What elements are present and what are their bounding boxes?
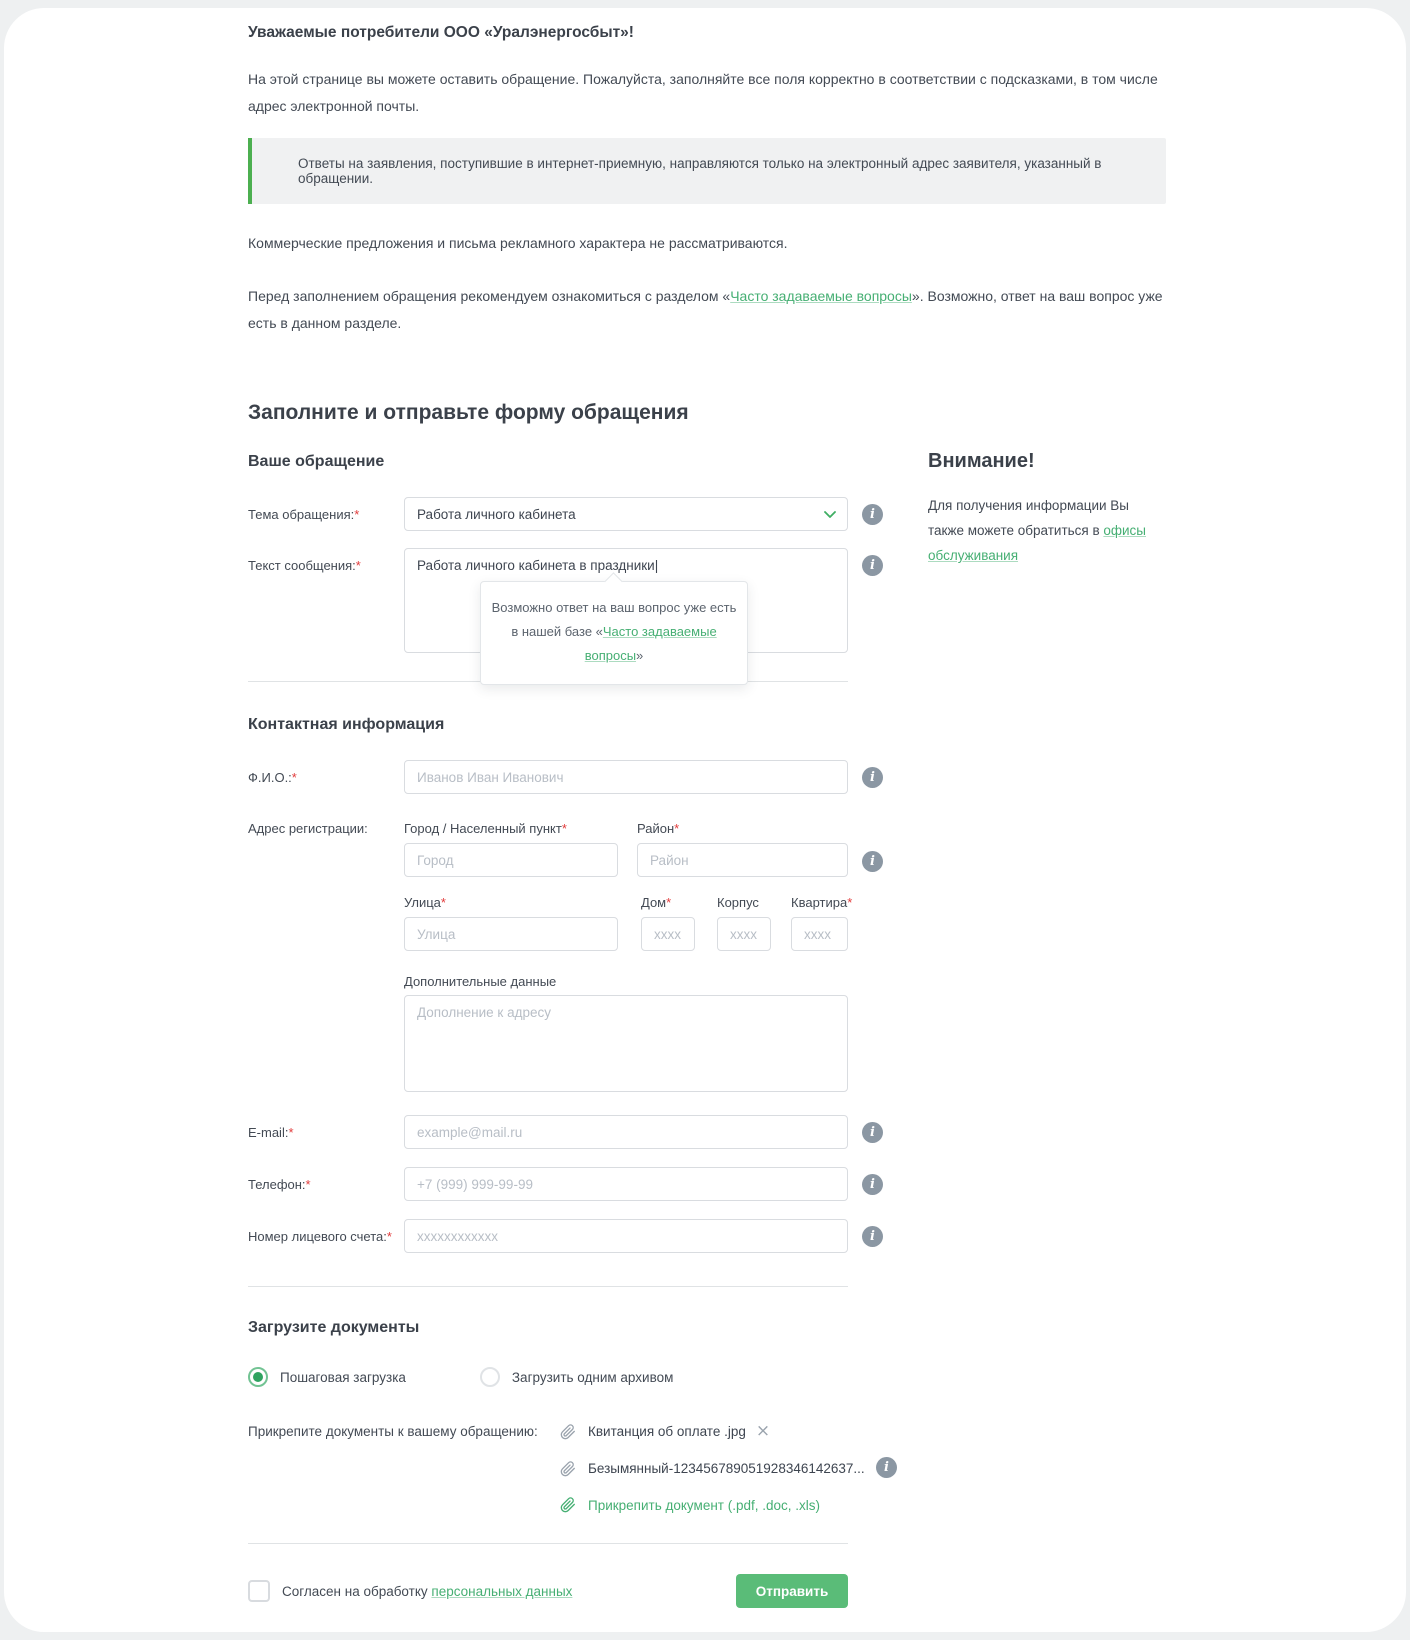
file-name: Квитанция об оплате .jpg xyxy=(588,1424,746,1439)
email-row xyxy=(248,1115,882,1149)
page-title: Уважаемые потребители ООО «Уралэнергосбыт»! xyxy=(248,24,634,41)
street-label: Улица* xyxy=(404,895,446,910)
district-input[interactable] xyxy=(637,843,848,877)
consent-label: Согласен на обработку персональных данных xyxy=(282,1583,573,1599)
email-label: E-mail:* xyxy=(248,1124,294,1140)
attention-title: Внимание! xyxy=(928,450,1035,472)
file-item xyxy=(560,1423,862,1440)
file-name: Безымянный-123456789051928346142637... xyxy=(588,1461,865,1476)
page-card xyxy=(4,8,1406,1632)
flat-label: Квартира* xyxy=(791,895,853,910)
paperclip-icon xyxy=(560,1497,576,1513)
info-icon[interactable] xyxy=(862,504,883,525)
consent-checkbox[interactable] xyxy=(248,1580,270,1602)
building-label: Корпус xyxy=(717,895,759,910)
attention-sidebar xyxy=(928,450,1166,1608)
info-icon[interactable] xyxy=(862,1122,883,1143)
radio-selected-icon xyxy=(248,1367,268,1387)
fio-label: Ф.И.О.:* xyxy=(248,769,297,785)
address-block xyxy=(248,821,882,1092)
email-input[interactable] xyxy=(404,1115,848,1149)
required-mark: * xyxy=(674,821,680,836)
phone-row xyxy=(248,1167,882,1201)
form-title: Заполните и отправьте форму обращения xyxy=(248,401,689,424)
fio-row xyxy=(248,760,882,794)
extra-data-label: Дополнительные данные xyxy=(404,974,557,989)
intro-paragraph: На этой странице вы можете оставить обращение. Пожалуйста, заполняйте все поля корректно в соответствии с подсказками, в том числе адрес электронной почты. xyxy=(248,71,1158,114)
building-input[interactable] xyxy=(717,917,771,951)
message-label: Текст сообщения:* xyxy=(248,558,361,573)
submit-button[interactable]: Отправить xyxy=(736,1574,848,1608)
note-box xyxy=(248,138,1166,204)
street-input[interactable] xyxy=(404,917,618,951)
required-mark: * xyxy=(440,895,446,910)
attach-link-label: Прикрепить документ (.pdf, .doc, .xls) xyxy=(588,1497,820,1513)
fio-input[interactable] xyxy=(404,760,848,794)
faq-text-before: Перед заполнением обращения рекомендуем ознакомиться с разделом « xyxy=(248,288,731,304)
topic-select-value: Работа личного кабинета xyxy=(417,506,576,522)
appeal-section-title: Ваше обращение xyxy=(248,453,385,470)
attention-text: Для получения информации Вы также можете обратиться в офисы обслуживания xyxy=(928,498,1146,563)
faq-text-after: ». Возможно, ответ на ваш вопрос уже есть в данном разделе. xyxy=(248,288,1163,331)
topic-row xyxy=(248,497,882,531)
radio-archive-label: Загрузить одним архивом xyxy=(511,1369,674,1385)
topic-select[interactable] xyxy=(404,497,848,531)
file-item xyxy=(560,1460,865,1477)
paperclip-icon xyxy=(560,1424,576,1440)
house-input[interactable] xyxy=(641,917,695,951)
district-label: Район* xyxy=(637,821,680,836)
info-icon[interactable] xyxy=(862,767,883,788)
tooltip-line1: Возможно ответ на ваш вопрос уже есть xyxy=(491,600,737,615)
paperclip-icon xyxy=(560,1461,576,1477)
faq-link[interactable]: Часто задаваемые вопросы xyxy=(730,288,912,304)
attachments-row xyxy=(248,1423,882,1513)
radio-step-upload[interactable] xyxy=(248,1367,406,1387)
faq-tooltip xyxy=(480,581,748,685)
required-mark: * xyxy=(288,1124,294,1140)
house-label: Дом* xyxy=(641,895,672,910)
commercial-paragraph: Коммерческие предложения и письма рекламного характера не рассматриваются. xyxy=(248,235,788,251)
radio-unselected-icon xyxy=(480,1367,500,1387)
attach-document-link[interactable] xyxy=(560,1497,862,1513)
section-divider xyxy=(248,1286,848,1287)
required-mark: * xyxy=(561,821,567,836)
topic-label: Тема обращения:* xyxy=(248,506,360,522)
attach-label: Прикрепите документы к вашему обращению: xyxy=(248,1424,538,1439)
tooltip-text-pre: в нашей базе « xyxy=(511,624,603,639)
remove-file-icon[interactable]: × xyxy=(755,1421,771,1441)
required-mark: * xyxy=(354,506,360,522)
form-column xyxy=(248,453,882,1608)
city-label: Город / Населенный пункт* xyxy=(404,821,567,836)
upload-mode-radios xyxy=(248,1367,882,1387)
chevron-down-icon xyxy=(824,511,836,519)
phone-input[interactable] xyxy=(404,1167,848,1201)
radio-step-label: Пошаговая загрузка xyxy=(280,1369,406,1385)
flat-input[interactable] xyxy=(791,917,848,951)
required-mark: * xyxy=(386,1228,392,1244)
account-row xyxy=(248,1219,882,1253)
required-mark: * xyxy=(666,895,672,910)
radio-archive-upload[interactable] xyxy=(480,1367,673,1387)
tooltip-text-post: » xyxy=(636,648,644,663)
info-icon[interactable] xyxy=(876,1457,897,1478)
address-label: Адрес регистрации: xyxy=(248,821,368,836)
tooltip-faq-link[interactable]: Часто задаваемые вопросы xyxy=(584,624,717,663)
section-divider xyxy=(248,1543,848,1544)
faq-paragraph xyxy=(248,283,1166,337)
info-icon[interactable] xyxy=(862,1174,883,1195)
footer-row xyxy=(248,1574,848,1608)
city-input[interactable] xyxy=(404,843,618,877)
phone-label: Телефон:* xyxy=(248,1176,311,1192)
account-label: Номер лицевого счета:* xyxy=(248,1228,392,1244)
documents-section-title: Загрузите документы xyxy=(248,1319,420,1336)
required-mark: * xyxy=(355,558,361,573)
contact-section-title: Контактная информация xyxy=(248,716,445,733)
message-row xyxy=(248,548,882,663)
info-icon[interactable] xyxy=(862,851,883,872)
personal-data-link[interactable]: персональных данных xyxy=(431,1583,573,1599)
required-mark: * xyxy=(291,769,297,785)
file-list xyxy=(560,1421,865,1513)
info-icon[interactable] xyxy=(862,1226,883,1247)
required-mark: * xyxy=(847,895,853,910)
info-icon[interactable] xyxy=(862,555,883,576)
required-mark: * xyxy=(305,1176,311,1192)
account-input[interactable] xyxy=(404,1219,848,1253)
note-text: Ответы на заявления, поступившие в интернет-приемную, направляются только на электронный адрес заявителя, указанный в обращении. xyxy=(298,156,1102,186)
offices-link[interactable]: офисы обслуживания xyxy=(928,523,1146,563)
extra-data-textarea[interactable] xyxy=(404,995,848,1092)
